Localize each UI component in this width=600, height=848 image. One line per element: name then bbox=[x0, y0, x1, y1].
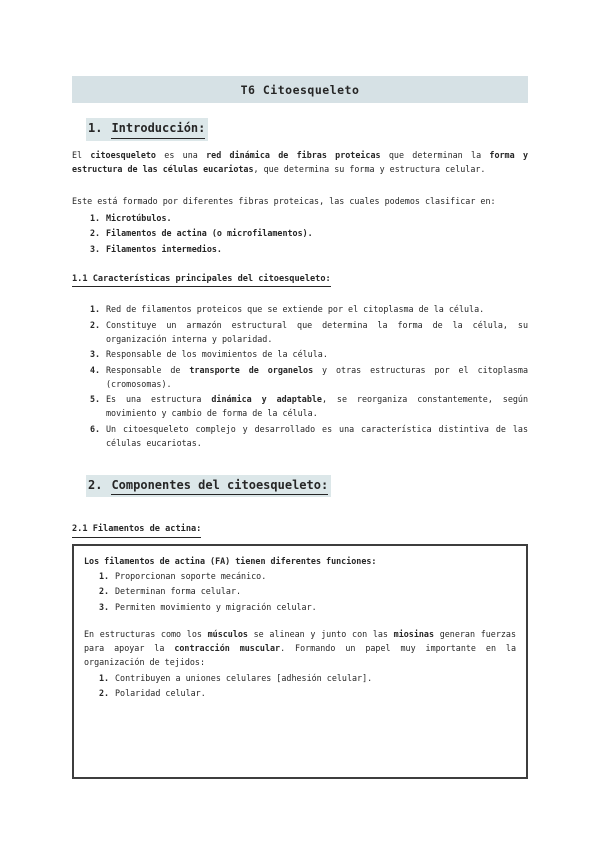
subsection-heading-text: 1.1 Características principales del citoesqueleto: bbox=[72, 273, 331, 288]
list-item bbox=[99, 600, 516, 614]
list-item bbox=[90, 211, 528, 225]
list-text: Un citoesqueleto complejo y desarrollado es una característica distintiva de las células eucariotas. bbox=[106, 423, 528, 448]
list-item bbox=[90, 226, 528, 240]
list-item bbox=[90, 392, 528, 420]
list-number: 6. bbox=[90, 423, 101, 434]
list-number: 1. bbox=[90, 304, 101, 314]
list-number: 1. bbox=[90, 212, 101, 223]
heading-text: Introducción: bbox=[111, 119, 205, 139]
list-item bbox=[90, 242, 528, 256]
intro-paragraph: El citoesqueleto es una red dinámica de fibras proteicas que determinan la forma y estructura de las células eucariotas, que determina su forma y estructura celular. bbox=[72, 149, 528, 174]
list-text: Microtúbulos. bbox=[106, 212, 172, 223]
muscle-paragraph: En estructuras como los músculos se alinean y junto con las miosinas generan fuerzas para apoyar la contracción muscular. Formando un papel muy importante en la organización de tejidos: bbox=[84, 628, 517, 667]
list-item bbox=[90, 347, 528, 361]
list-number: 2. bbox=[90, 319, 101, 330]
list-item bbox=[99, 686, 516, 700]
list-text: Red de filamentos proteicos que se extiende por el citoplasma de la célula. bbox=[106, 304, 485, 314]
list-number: 1. bbox=[99, 570, 110, 581]
list-text: Determinan forma celular. bbox=[115, 586, 242, 596]
box-intro-line: Los filamentos de actina (FA) tienen diferentes funciones: bbox=[84, 555, 377, 566]
list-item bbox=[90, 318, 528, 346]
list-text: Responsable de los movimientos de la célula. bbox=[106, 349, 328, 359]
list-text: Es una estructura dinámica y adaptable, se reorganiza constantemente, según movimiento y cambio de forma de la célula. bbox=[106, 394, 529, 418]
fiber-type-list bbox=[90, 211, 528, 256]
characteristics-list bbox=[90, 302, 528, 450]
list-number: 1. bbox=[99, 672, 110, 683]
actin-filaments-box bbox=[72, 544, 528, 779]
list-item bbox=[90, 302, 528, 316]
roles-list bbox=[99, 671, 516, 701]
list-number: 3. bbox=[90, 243, 101, 254]
list-number: 4. bbox=[90, 364, 101, 375]
list-item bbox=[90, 363, 528, 391]
heading-highlight bbox=[86, 475, 331, 498]
section-heading-introduccion bbox=[86, 118, 528, 141]
title-bar bbox=[72, 76, 528, 103]
list-text: Filamentos de actina (o microfilamentos). bbox=[106, 228, 313, 238]
list-number: 5. bbox=[90, 394, 101, 404]
heading-number: 2. bbox=[88, 477, 103, 492]
list-text: Contribuyen a uniones celulares [adhesión celular]. bbox=[115, 672, 373, 683]
list-item bbox=[90, 422, 528, 450]
list-number: 3. bbox=[99, 601, 110, 612]
list-item bbox=[99, 569, 516, 583]
subsection-heading-caracteristicas bbox=[72, 273, 528, 288]
page-title: T6 Citoesqueleto bbox=[240, 82, 360, 97]
classification-paragraph: Este está formado por diferentes fibras proteicas, las cuales podemos clasificar en: bbox=[72, 195, 496, 206]
list-number: 2. bbox=[99, 586, 110, 596]
list-item bbox=[99, 584, 516, 598]
list-number: 2. bbox=[90, 228, 101, 238]
heading-text: Componentes del citoesqueleto: bbox=[111, 476, 328, 496]
list-text: Polaridad celular. bbox=[115, 688, 206, 698]
list-number: 3. bbox=[90, 349, 101, 359]
list-text: Constituye un armazón estructural que determina la forma de la célula, su organización interna y polaridad. bbox=[106, 319, 528, 344]
heading-highlight bbox=[86, 118, 208, 141]
list-text: Proporcionan soporte mecánico. bbox=[115, 570, 267, 581]
list-text: Permiten movimiento y migración celular. bbox=[115, 601, 317, 612]
subsection-heading-text: 2.1 Filamentos de actina: bbox=[72, 523, 201, 538]
list-text: Filamentos intermedios. bbox=[106, 243, 222, 254]
functions-list bbox=[99, 569, 516, 614]
list-item bbox=[99, 671, 516, 685]
subsection-heading-filamentos-actina bbox=[72, 523, 528, 538]
list-number: 2. bbox=[99, 688, 110, 698]
heading-number: 1. bbox=[88, 121, 103, 135]
list-text: Responsable de transporte de organelos y otras estructuras por el citoplasma (cromosomas). bbox=[106, 364, 528, 389]
section-heading-componentes bbox=[86, 475, 528, 498]
